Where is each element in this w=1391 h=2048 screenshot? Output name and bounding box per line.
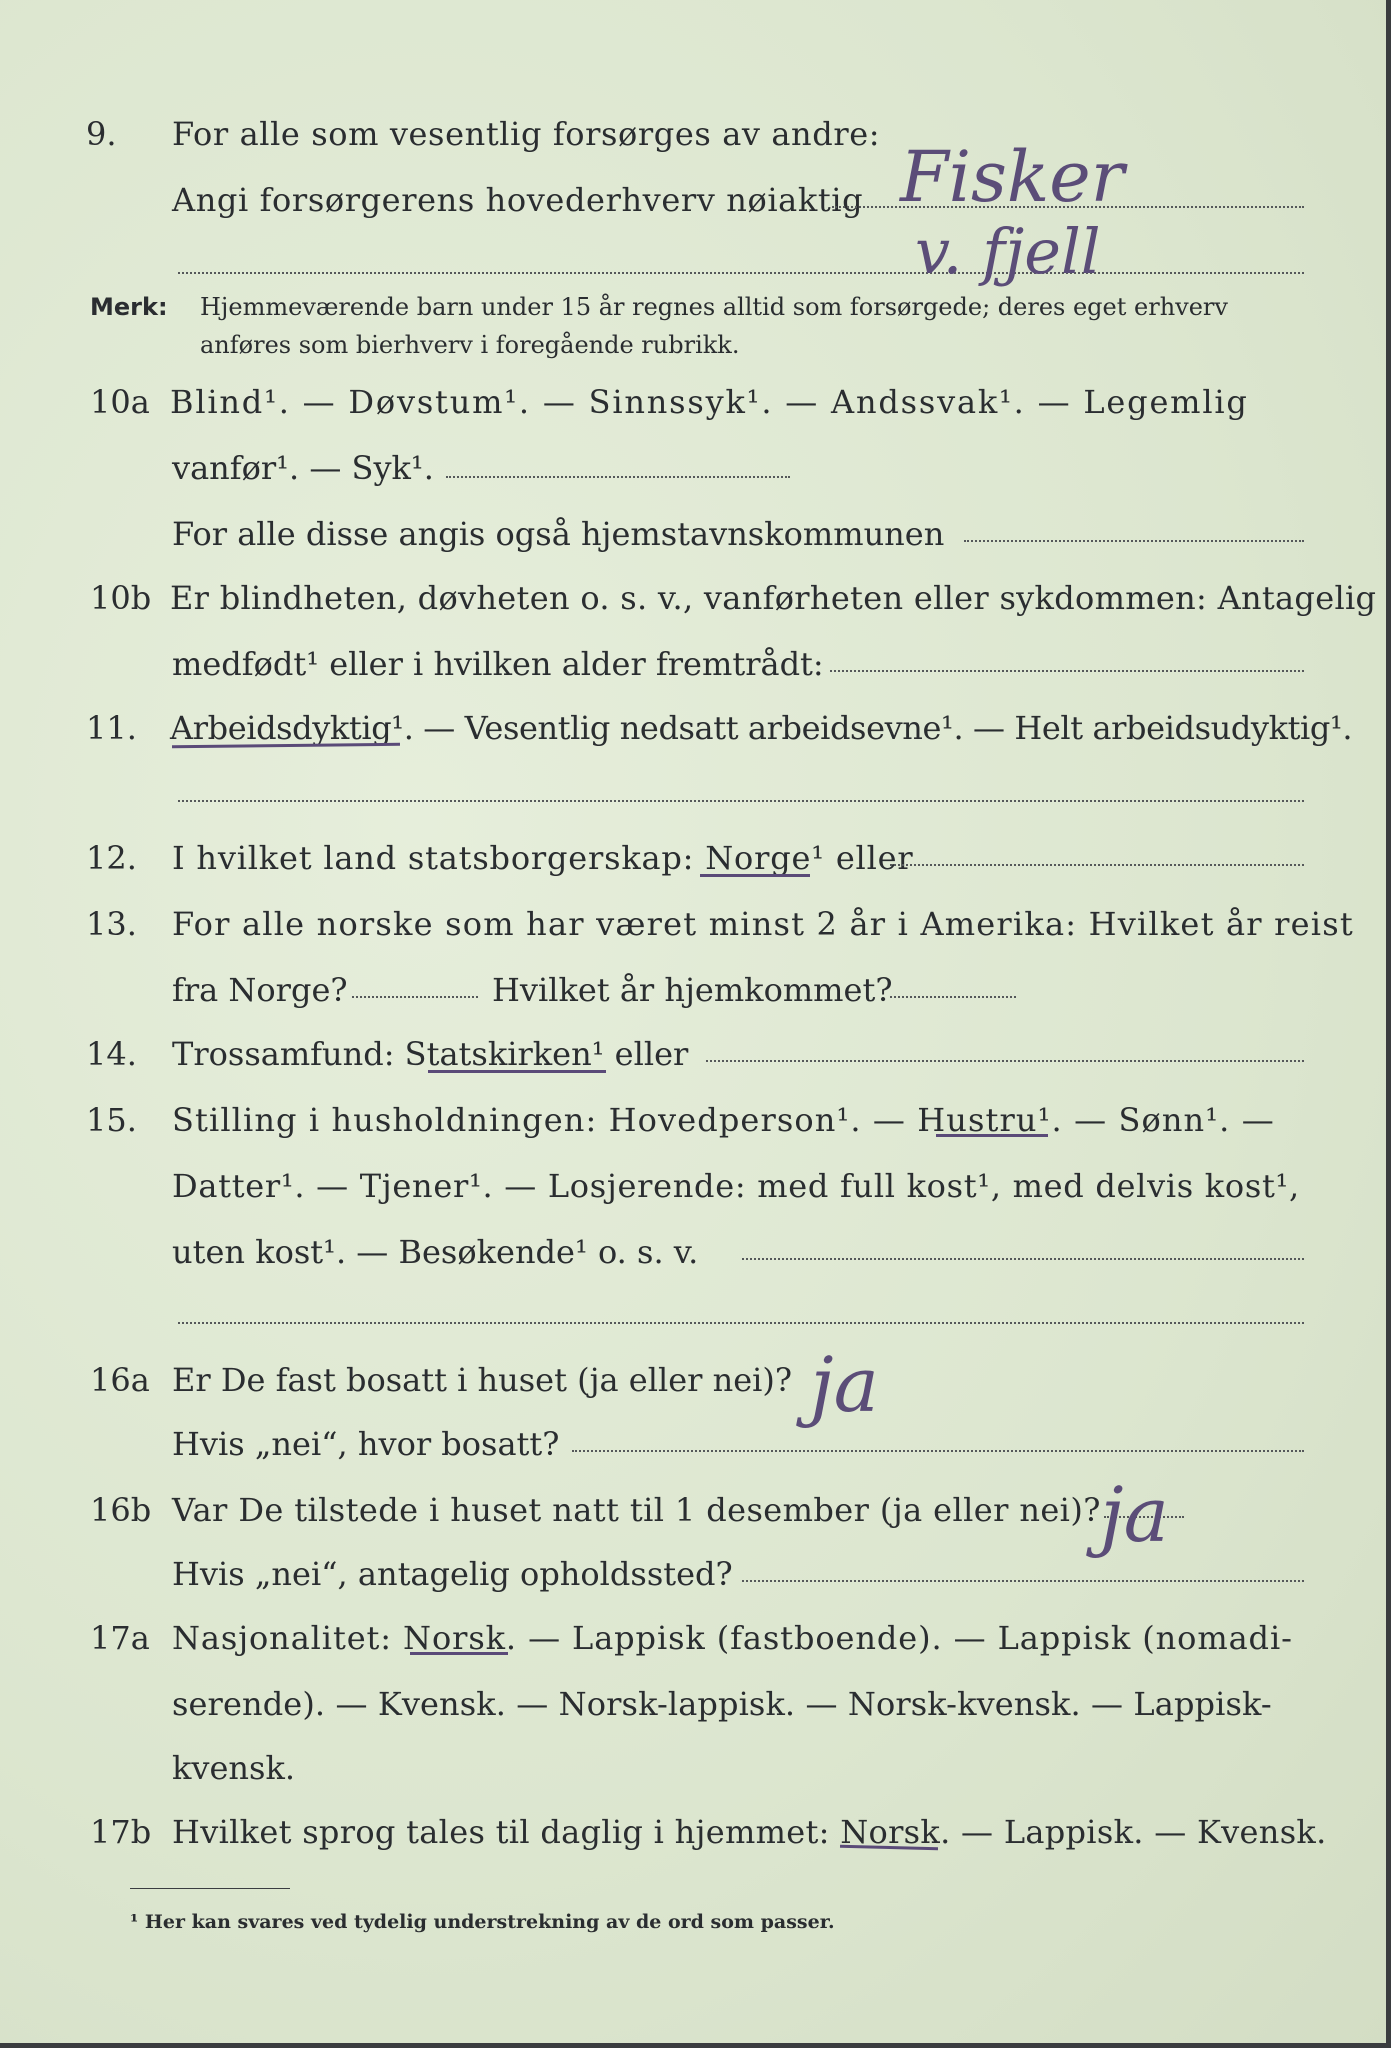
q16b-text-line2: Hvis „nei“, antagelig opholdssted? — [172, 1555, 733, 1593]
q17a-number: 17a — [90, 1619, 150, 1657]
scan-edge-bottom — [0, 2043, 1391, 2048]
footnote: ¹ Her kan svares ved tydelig understrekning av de ord som passer. — [130, 1911, 835, 1933]
q10a-number: 10a — [90, 383, 150, 421]
q17a-text-line1: Nasjonalitet: Norsk. — Lappisk (fastboende). — Lappisk (nomadi- — [172, 1619, 1293, 1657]
q17a-text-line3: kvensk. — [172, 1749, 295, 1787]
q15-number: 15. — [86, 1101, 137, 1139]
q16b-handwritten-answer: ja — [1100, 1470, 1169, 1559]
q13-answer-line1 — [352, 996, 478, 998]
q9-handwritten-answer1: Fisker — [900, 136, 1125, 218]
q16a-handwritten-answer: ja — [810, 1340, 879, 1429]
q16a-answer-line — [572, 1450, 1304, 1452]
q10b-text-line1: Er blindheten, døvheten o. s. v., vanførheten eller sykdommen: Antagelig — [170, 579, 1377, 617]
q10a-answer-line1 — [446, 476, 790, 478]
q14-answer-line — [706, 1060, 1304, 1062]
q15-text-line1: Stilling i husholdningen: Hovedperson¹. — Hustru¹. — Sønn¹. — — [172, 1101, 1275, 1139]
q9-handwritten-answer2: v. fjell — [915, 215, 1101, 288]
q11-number: 11. — [86, 709, 137, 747]
q15-answer-line1 — [742, 1258, 1304, 1260]
q12-number: 12. — [86, 839, 137, 877]
q10a-text-line3: For alle disse angis også hjemstavnskommunen — [172, 515, 945, 553]
q15-text-line2: Datter¹. — Tjener¹. — Losjerende: med full kost¹, med delvis kost¹, — [172, 1167, 1300, 1205]
merk-text-line2: anføres som bierhverv i foregående rubrikk. — [200, 331, 740, 359]
q13-answer-line2 — [890, 996, 1016, 998]
q12-underline-mark — [700, 874, 810, 877]
q9-text-line1: For alle som vesentlig forsørges av andre: — [172, 115, 881, 153]
q10a-text-line1: Blind¹. — Døvstum¹. — Sinnssyk¹. — Andssvak¹. — Legemlig — [170, 383, 1249, 421]
q13-text-line2b: Hvilket år hjemkommet? — [492, 971, 893, 1009]
q12-answer-line — [890, 864, 1304, 866]
merk-label: Merk: — [90, 293, 168, 321]
q10a-text-line2: vanfør¹. — Syk¹. — [172, 449, 434, 487]
q14-number: 14. — [86, 1035, 137, 1073]
q9-text-line2: Angi forsørgerens hovederhverv nøiaktig — [172, 181, 864, 219]
q17a-text-line2: serende). — Kvensk. — Norsk-lappisk. — Norsk-kvensk. — Lappisk- — [172, 1685, 1272, 1723]
q10a-answer-line2 — [964, 540, 1304, 542]
q15-answer-line2 — [178, 1322, 1304, 1324]
q17b-number: 17b — [90, 1813, 152, 1851]
q15-text-line3: uten kost¹. — Besøkende¹ o. s. v. — [172, 1233, 699, 1271]
q16a-text-line1: Er De fast bosatt i huset (ja eller nei)? — [172, 1361, 793, 1399]
q17a-underline-mark — [410, 1652, 508, 1655]
q14-text-line1: Trossamfund: Statskirken¹ eller — [172, 1035, 689, 1073]
footnote-rule — [130, 1888, 290, 1889]
q10b-number: 10b — [90, 579, 152, 617]
q9-answer-line2 — [178, 272, 1304, 274]
q14-underline-mark — [428, 1070, 606, 1073]
q11-text-line1: Arbeidsdyktig¹. — Vesentlig nedsatt arbeidsevne¹. — Helt arbeidsudyktig¹. — [170, 709, 1353, 747]
q10b-text-line2: medfødt¹ eller i hvilken alder fremtrådt: — [172, 645, 824, 683]
q17b-text-line1: Hvilket sprog tales til daglig i hjemmet: Norsk. — Lappisk. — Kvensk. — [172, 1813, 1327, 1851]
q16b-answer-line2 — [742, 1580, 1304, 1582]
q16b-number: 16b — [90, 1491, 152, 1529]
q9-number: 9. — [86, 115, 117, 153]
q13-text-line1: For alle norske som har været minst 2 år i Amerika: Hvilket år reist — [172, 905, 1354, 943]
q12-text-line1: I hvilket land statsborgerskap: Norge¹ eller — [172, 839, 914, 877]
q10b-answer-line — [830, 670, 1304, 672]
q16a-number: 16a — [90, 1361, 150, 1399]
scan-edge-right — [1386, 0, 1391, 2048]
q16a-text-line2: Hvis „nei“, hvor bosatt? — [172, 1425, 560, 1463]
q11-answer-line — [178, 800, 1304, 802]
q16b-text-line1: Var De tilstede i huset natt til 1 desember (ja eller nei)? — [172, 1491, 1101, 1529]
q15-underline-mark — [936, 1134, 1048, 1137]
q13-text-line2a: fra Norge? — [172, 971, 348, 1009]
q13-number: 13. — [86, 905, 137, 943]
merk-text-line1: Hjemmeværende barn under 15 år regnes alltid som forsørgede; deres eget erhverv — [200, 293, 1228, 321]
